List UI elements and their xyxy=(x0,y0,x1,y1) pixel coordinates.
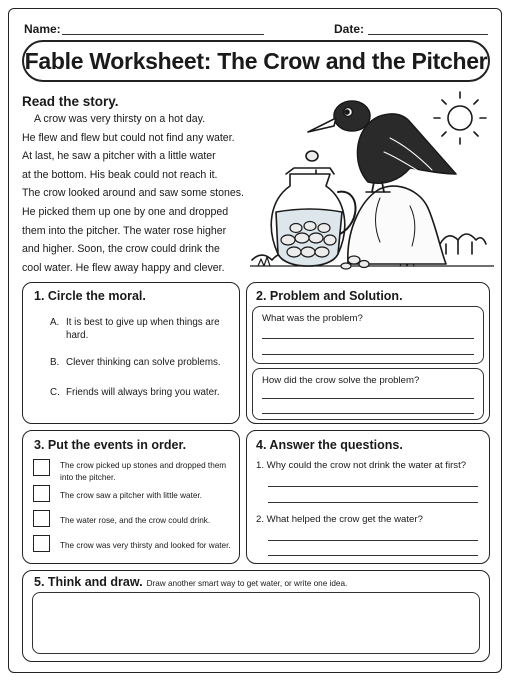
event-item: The crow was very thirsty and looked for water. xyxy=(60,541,231,550)
event-item: The crow picked up stones and dropped them into the pitcher. xyxy=(60,461,227,482)
story-text xyxy=(22,110,262,277)
solution-answer-line[interactable] xyxy=(262,398,474,399)
section4-title: 4. Answer the questions. xyxy=(256,438,403,452)
date-field-line[interactable] xyxy=(368,34,488,35)
section5-title xyxy=(34,575,347,589)
event-item: The crow saw a pitcher with little water. xyxy=(60,491,202,500)
story-line: At last, he saw a pitcher with a little water xyxy=(22,150,216,163)
section-circle-moral xyxy=(22,282,240,424)
crow-pitcher-illustration xyxy=(250,88,494,274)
option-b-text[interactable]: Clever thinking can solve problems. xyxy=(66,357,221,368)
question-1-answer-line[interactable] xyxy=(268,502,478,503)
section5-title-text: 5. Think and draw. xyxy=(34,575,143,589)
story-line: and higher. Soon, the crow could drink the xyxy=(22,243,220,256)
date-label: Date: xyxy=(334,22,365,36)
drawing-area[interactable] xyxy=(32,592,480,654)
story-line: The crow looked around and saw some stones. xyxy=(22,187,245,200)
option-a-letter: A. xyxy=(50,317,60,328)
problem-answer-line[interactable] xyxy=(262,354,474,355)
option-a-text[interactable]: It is best to give up when things are hard. xyxy=(66,317,220,341)
section3-title: 3. Put the events in order. xyxy=(34,438,187,452)
problem-answer-line[interactable] xyxy=(262,338,474,339)
story-line: cool water. He flew away happy and clever. xyxy=(22,261,225,274)
section5-hint: Draw another smart way to get water, or write one idea. xyxy=(146,579,348,588)
order-box-2[interactable] xyxy=(33,485,50,502)
story-line: He flew and flew but could not find any water. xyxy=(22,131,235,144)
question-2-answer-line[interactable] xyxy=(268,540,478,541)
read-story-heading: Read the story. xyxy=(22,94,119,109)
section1-title: 1. Circle the moral. xyxy=(34,289,146,303)
option-c-text[interactable]: Friends will always bring you water. xyxy=(66,387,220,398)
solution-question: How did the crow solve the problem? xyxy=(262,375,420,386)
name-field-line[interactable] xyxy=(62,34,264,35)
option-c-letter: C. xyxy=(50,387,60,398)
story-line: A crow was very thirsty on a hot day. xyxy=(34,113,206,125)
question-1: 1. Why could the crow not drink the water at first? xyxy=(256,460,467,471)
question-1-answer-line[interactable] xyxy=(268,486,478,487)
solution-answer-line[interactable] xyxy=(262,413,474,414)
order-box-3[interactable] xyxy=(33,510,50,527)
problem-question: What was the problem? xyxy=(262,313,363,324)
order-box-4[interactable] xyxy=(33,535,50,552)
story-line: at the bottom. His beak could not reach it. xyxy=(22,168,218,181)
question-2: 2. What helped the crow get the water? xyxy=(256,514,423,525)
sun-icon xyxy=(434,92,486,144)
worksheet-title: Fable Worksheet: The Crow and the Pitcher xyxy=(22,40,490,82)
name-label: Name: xyxy=(24,22,61,36)
option-b-letter: B. xyxy=(50,357,60,368)
section2-title: 2. Problem and Solution. xyxy=(256,289,403,303)
question-2-answer-line[interactable] xyxy=(268,555,478,556)
story-line: them into the pitcher. The water rose higher xyxy=(22,224,227,237)
event-item: The water rose, and the crow could drink. xyxy=(60,516,211,525)
order-box-1[interactable] xyxy=(33,459,50,476)
story-line: He picked them up one by one and dropped xyxy=(22,205,229,218)
